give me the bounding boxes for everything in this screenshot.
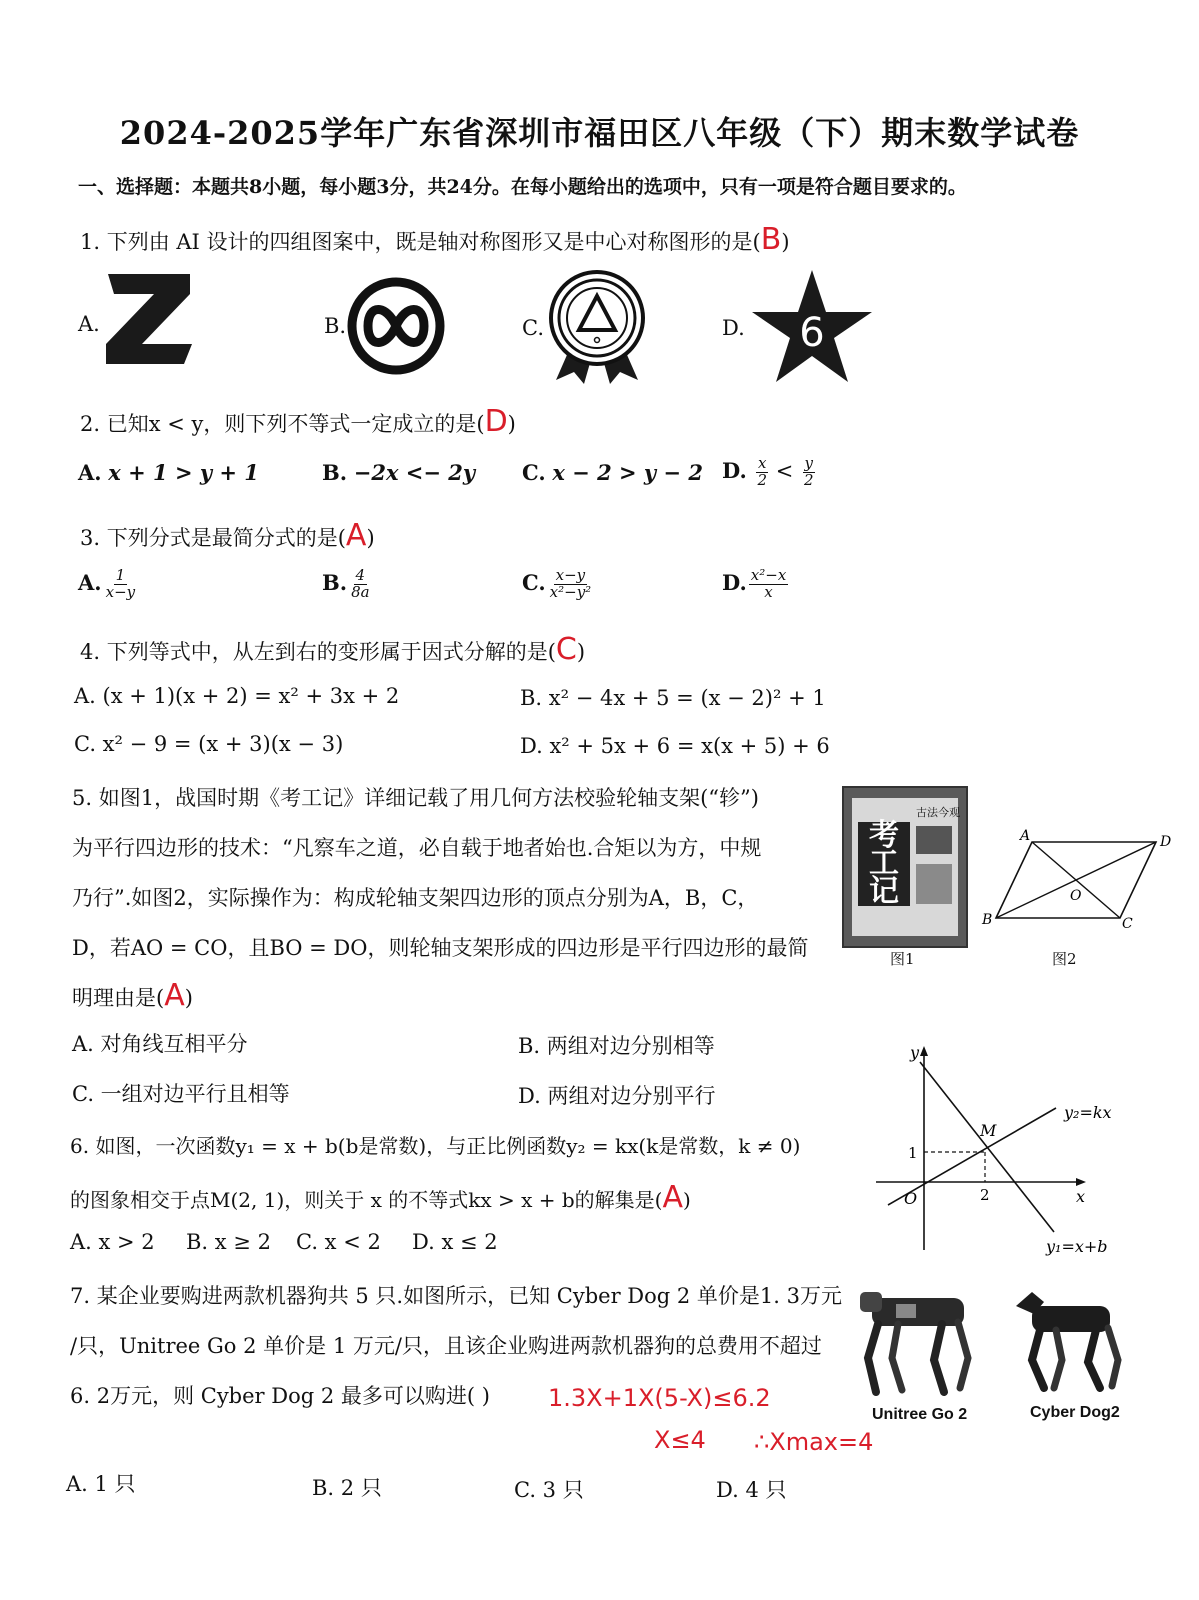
q2-d-fraction-2: $\frac{y}{2}$ [804,454,814,489]
question-1-answer: B [760,222,782,257]
question-1-stem [80,222,790,257]
graph-origin-label: O [904,1189,918,1208]
q1-medal-image [546,268,648,386]
graph-y2-label: y₂=kx [1064,1103,1112,1122]
book-title: 考工记 [858,822,910,906]
book-tag-1: 古法 [916,806,938,819]
question-2-stem [80,404,516,439]
q6-line-2 [70,1180,691,1215]
q7-line-3: 6. 2万元，则 Cyber Dog 2 最多可以购进( ) [70,1384,490,1408]
q2-d-fraction-1: $\frac{x}{2}$ [757,454,768,489]
question-2-answer: D [484,404,508,439]
q5-option-c: C. 一组对边平行且相等 [72,1082,290,1106]
q5-line-2: 为平行四边形的技术：“凡察车之道，必自载于地者始也.合矩以为方，中规 [72,836,762,860]
cyber-dog2-robot-image [1004,1284,1128,1396]
q1-circle-infinity-image [346,276,446,376]
q3-d-fraction: $\frac{\text{x²−x}}{x}$ [750,566,787,601]
q3-option-d: D. $\frac{\text{x²−x}}{x}$ [722,566,787,601]
q2-d-less-than: < [775,458,794,483]
kaogongji-book-image [842,786,968,948]
q2-option-c [522,460,703,485]
q7-line-2: /只，Unitree Go 2 单价是 1 万元/只，且该企业购进两款机器狗的总费用不超过 [70,1334,822,1358]
question-3-text: 3. 下列分式是最简分式的是( [80,526,346,550]
q3-b-fraction: $\frac{4}{8a}$ [351,566,370,601]
graph-x-tick: 2 [980,1186,990,1204]
q2-c-text: x − 2 > y − 2 [552,460,703,485]
book-illustration-2 [916,864,952,904]
question-4-stem [80,632,585,667]
q4-option-a: A. (x + 1)(x + 2) = x² + 3x + 2 [74,684,400,708]
line-y1 [920,1062,1054,1232]
q6-option-d: D. x ≤ 2 [412,1230,498,1254]
unitree-go2-robot-image [856,1280,978,1396]
q7-option-b: B. 2 只 [312,1476,382,1500]
graph-y-tick: 1 [908,1144,918,1162]
q2-b-label: B. [322,460,348,485]
question-5-answer: A [164,978,185,1013]
question-2-text: 2. 已知x < y，则下列不等式一定成立的是( [80,412,485,436]
q5-option-b: B. 两组对边分别相等 [518,1034,715,1058]
fig2-caption: 图2 [1052,950,1077,968]
graph-point-m: M [980,1121,997,1140]
q2-option-a [78,460,259,485]
question-2-close: ) [507,412,516,436]
q5-option-d: D. 两组对边分别平行 [518,1084,716,1108]
q6-line-1: 6. 如图，一次函数y₁ = x + b(b是常数)，与正比例函数y₂ = kx(k是常数，k ≠ 0) [70,1134,801,1158]
q4-option-b: B. x² − 4x + 5 = (x − 2)² + 1 [520,686,826,710]
star-glyph: 6 [799,310,825,356]
question-3-answer: A [345,518,367,553]
point-c-label: C [1122,916,1133,932]
book-illustration [916,826,952,854]
q7-option-a: A. 1 只 [66,1472,136,1496]
q5-option-a: A. 对角线互相平分 [72,1032,248,1056]
book-tag-2: 今观 [938,806,960,819]
question-4-answer: C [555,632,577,667]
linear-function-graph [868,1040,1158,1260]
q1-option-d-label: D. [722,316,745,340]
q3-a-fraction: $\frac{1}{x-y}$ [105,566,136,601]
q4-option-d: D. x² + 5x + 6 = x(x + 5) + 6 [520,734,830,758]
q5-line-5 [72,978,193,1013]
q1-star-image [748,268,876,386]
point-b-label: B [982,912,993,928]
question-6-answer: A [662,1180,684,1215]
q6-option-a: A. x > 2 [70,1230,155,1254]
q3-option-c: C. $\frac{x-y}{\text{x²−y²}}$ [522,566,592,601]
question-5-close: ) [184,986,193,1010]
question-1-text: 1. 下列由 AI 设计的四组图案中，既是轴对称图形又是中心对称图形的是( [80,230,761,254]
point-a-label: A [1020,828,1031,844]
point-d-label: D [1160,834,1172,850]
graph-x-axis-label: x [1076,1187,1086,1206]
q6-condition-text: 的图象相交于点M(2, 1)，则关于 x 的不等式kx > x + b的解集是( [70,1188,663,1212]
page-title: 2024-2025学年广东省深圳市福田区八年级（下）期末数学试卷 [119,114,1080,152]
q6-option-c: C. x < 2 [296,1230,381,1254]
q1-option-a-label: A. [78,312,100,336]
q3-option-b: B. $\frac{4}{8a}$ [322,566,370,601]
q7-option-c: C. 3 只 [514,1478,584,1502]
q5-line-3: 乃行”.如图2，实际操作为：构成轮轴支架四边形的顶点分别为A，B，C， [72,886,759,910]
q2-b-text: −2x <− 2y [353,460,476,485]
question-4-text: 4. 下列等式中，从左到右的变形属于因式分解的是( [80,640,556,664]
handwritten-work-1: 1.3X+1X(5-X)≤6.2 [548,1384,771,1412]
q3-c-fraction: $\frac{x-y}{\text{x²−y²}}$ [549,566,592,601]
q2-a-label: A. [78,460,102,485]
q1-option-c-label: C. [522,316,544,340]
q2-option-d [722,456,816,489]
q2-option-b [322,460,475,485]
q5-reason-text: 明理由是( [72,986,165,1010]
question-4-close: ) [576,640,586,664]
q3-option-a: A. $\frac{1}{x-y}$ [78,566,136,601]
question-1-close: ) [781,230,790,254]
q2-c-label: C. [522,460,546,485]
unitree-go2-caption: Unitree Go 2 [872,1406,968,1423]
q1-z-shape-image [104,270,196,368]
q7-option-d: D. 4 只 [716,1478,787,1502]
q5-line-4: D，若AO = CO，且BO = DO，则轮轴支架形成的四边形是平行四边形的最简 [72,936,809,960]
q2-a-text: x + 1 > y + 1 [108,460,259,485]
q4-option-c: C. x² − 9 = (x + 3)(x − 3) [74,732,344,756]
question-3-close: ) [366,526,375,550]
cyber-dog2-caption: Cyber Dog2 [1030,1404,1120,1421]
section-heading: 一、选择题：本题共8小题，每小题3分，共24分。在每小题给出的选项中，只有一项是符合题目要求的。 [78,176,967,198]
fig1-caption: 图1 [890,950,915,968]
q7-line-1: 7. 某企业要购进两款机器狗共 5 只.如图所示，已知 Cyber Dog 2 单价是1. 3万元 [70,1284,842,1308]
graph-y1-label: y₁=x+b [1046,1237,1108,1256]
parallelogram-figure [980,826,1170,936]
q6-option-b: B. x ≥ 2 [186,1230,271,1254]
handwritten-work-2: X≤4 [654,1426,706,1454]
graph-y-axis-label: y [910,1043,920,1062]
question-3-stem [80,518,375,553]
question-6-close: ) [683,1188,691,1212]
q1-option-b-label: B. [324,314,347,338]
handwritten-work-3: ∴Xmax=4 [754,1428,874,1456]
q2-d-label: D. [722,457,747,483]
q5-line-1: 5. 如图1，战国时期《考工记》详细记载了用几何方法校验轮轴支架(“轸”) [72,786,759,810]
point-o-label: O [1070,888,1082,904]
